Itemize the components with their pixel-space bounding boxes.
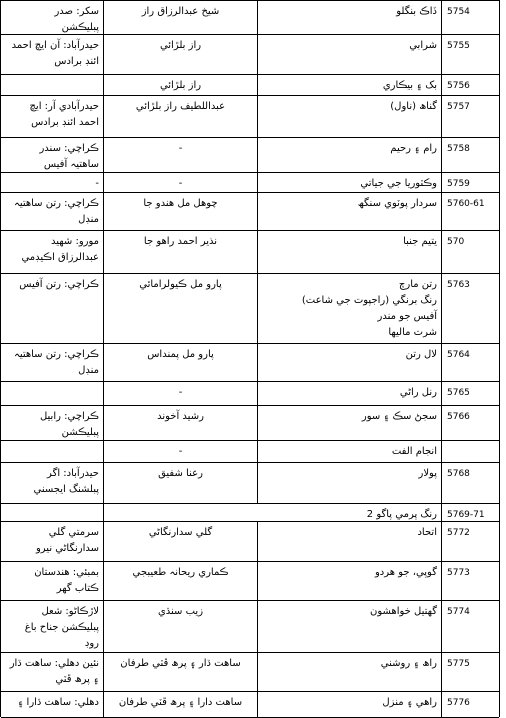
entry-number: 5773 (447, 568, 470, 578)
entry-author: ڪماري ريحانہ طعيبجي (104, 562, 258, 600)
table-row (1, 96, 499, 138)
entry-publisher: ڪراچي: سندر ساھتيہ آفيس (1, 138, 104, 172)
entry-number: 5760-61 (447, 199, 485, 209)
entry-author: رعنا شفيق (104, 463, 258, 503)
entry-publisher: سکر: صدر پبليڪشن (1, 1, 104, 34)
table-row (1, 35, 499, 75)
entry-number: 5775 (447, 659, 470, 669)
entry-publisher (1, 504, 104, 521)
entry-title: بک ۽ بيڪاري (258, 75, 442, 95)
table-row (1, 138, 499, 173)
entry-publisher: - (1, 173, 104, 192)
table-row (1, 463, 499, 504)
entry-number: 5772 (447, 528, 470, 538)
entry-publisher: دھلي: ساھت ڌارا ۽ (1, 692, 104, 717)
entry-number (442, 441, 499, 462)
entry-title: پولار (258, 463, 442, 503)
entry-number: 5774 (447, 607, 470, 617)
entry-title: گھتيل خواھشون (258, 601, 442, 652)
entry-number: 5756 (447, 81, 470, 91)
entry-number: 5757 (447, 102, 470, 112)
entry-publisher: بمبئي: ھندستان ڪتاب گھر (1, 562, 104, 600)
entry-publisher: ڪراچي: رتن ساھتيہ منڊل (1, 344, 104, 381)
table-row (1, 504, 499, 522)
entry-number: 5763 (447, 280, 470, 290)
table-row (1, 382, 499, 406)
entry-author: - (104, 173, 258, 192)
table-row (1, 653, 499, 692)
entry-number: 5754 (447, 7, 470, 17)
entry-publisher: مورو: شھيد عبدالرزاق اڪيڊمي (1, 231, 104, 273)
entry-number: 5766 (447, 412, 470, 422)
entry-publisher: سرمتي گلي سدارنگاڻي نيرو (1, 522, 104, 561)
entry-title: رنگ پرمي پاگو 2 (104, 504, 442, 521)
entry-title: گناھ (ناول) (258, 96, 442, 137)
table-row (1, 601, 499, 653)
table-row (1, 274, 499, 344)
table-row (1, 522, 499, 562)
table-row (1, 441, 499, 463)
entry-title: راھي ۽ منزل (258, 692, 442, 717)
entry-author: - (104, 441, 258, 462)
entry-title: رتن مارچ رنگ برنگي (راجپوت جي شاعت) آفيس جو مندر شرت ماليھا (258, 274, 442, 343)
entry-number: 5759 (447, 179, 470, 189)
entry-publisher (1, 441, 104, 462)
entry-publisher: ڪراچي: رتن ساھتيہ منڊل (1, 193, 104, 230)
entry-number: 5755 (447, 41, 470, 51)
entry-number: 5768 (447, 469, 470, 479)
entry-publisher (1, 382, 104, 405)
entry-title: ڏاڪ بنگلو (258, 1, 442, 34)
entry-number: 5765 (447, 388, 470, 398)
entry-author: گلي سدارنگاڻي (104, 522, 258, 561)
entry-number: 5776 (447, 698, 470, 708)
entry-author: - (104, 138, 258, 172)
entry-title: رام ۽ رحيم (258, 138, 442, 172)
entry-title: وڪٽوريا جي جياتي (258, 173, 442, 192)
entry-number: 5758 (447, 144, 470, 154)
table-row (1, 344, 499, 382)
entry-author: چوھل مل ھندو جا (104, 193, 258, 230)
table-row (1, 1, 499, 35)
entry-author: پارو مل پمنداس (104, 344, 258, 381)
table-row (1, 193, 499, 231)
table-row (1, 562, 499, 601)
table-row (1, 75, 499, 96)
entry-author: ساھت دارا ۽ پرھ ڦٽي طرفان (104, 692, 258, 717)
entry-number: 5769-71 (447, 510, 485, 520)
entry-title: لال رتن (258, 344, 442, 381)
entry-publisher: لاڙڪاڻو: شعل پبليڪشن جناح باغ روڊ (1, 601, 104, 652)
entry-publisher: حيدرآباد: آن ايچ احمد ائنڊ برادس (1, 35, 104, 74)
entry-title: اتحاد (258, 522, 442, 561)
entry-title: شرابي (258, 35, 442, 74)
entry-title: راھ ۽ روشني (258, 653, 442, 691)
entry-author: عبداللطيف راز بلڙائي (104, 96, 258, 137)
table-row (1, 231, 499, 274)
entry-author: شيخ عبدالرزاق راز (104, 1, 258, 34)
entry-title: رنل راڻي (258, 382, 442, 405)
entry-title: انجام الفت (258, 441, 442, 462)
entry-number: 570 (447, 237, 465, 247)
entry-publisher: ڪراچي: رابيل پبليڪشن (1, 406, 104, 440)
entry-title: يتيم جنبا (258, 231, 442, 273)
entry-author: زيب سنڌي (104, 601, 258, 652)
entry-title: گوپي، جو ھردو (258, 562, 442, 600)
table-row (1, 692, 499, 718)
entry-author: - (104, 382, 258, 405)
entry-title: سجڻ سڪ ۽ سور (258, 406, 442, 440)
entry-publisher: حيدرآباد: اگر پبلشنگ ايجسني (1, 463, 104, 503)
entry-publisher (1, 75, 104, 95)
entry-title: سردار پوٽوي سنگھ (258, 193, 442, 230)
entry-author: راز بلڙائي (104, 35, 258, 74)
entry-author: پارو مل ڪيولرامائي (104, 274, 258, 343)
entry-author: ساھت ڌار ۽ پرھ ڦٽي طرفان (104, 653, 258, 691)
entry-publisher: نئين دھلي: ساھت ڌار ۽ پرھ ڦٽي (1, 653, 104, 691)
entry-author: نذير احمد راھو جا (104, 231, 258, 273)
entry-author: رشيد آخوند (104, 406, 258, 440)
table-row (1, 173, 499, 193)
entry-publisher: ڪراچي: رتن آفيس (1, 274, 104, 343)
table-row (1, 406, 499, 441)
entry-publisher: حيدرآبادي آر: ايچ احمد ائنڊ برادس (1, 96, 104, 137)
entry-author: راز بلڙائي (104, 75, 258, 95)
entry-number: 5764 (447, 350, 470, 360)
